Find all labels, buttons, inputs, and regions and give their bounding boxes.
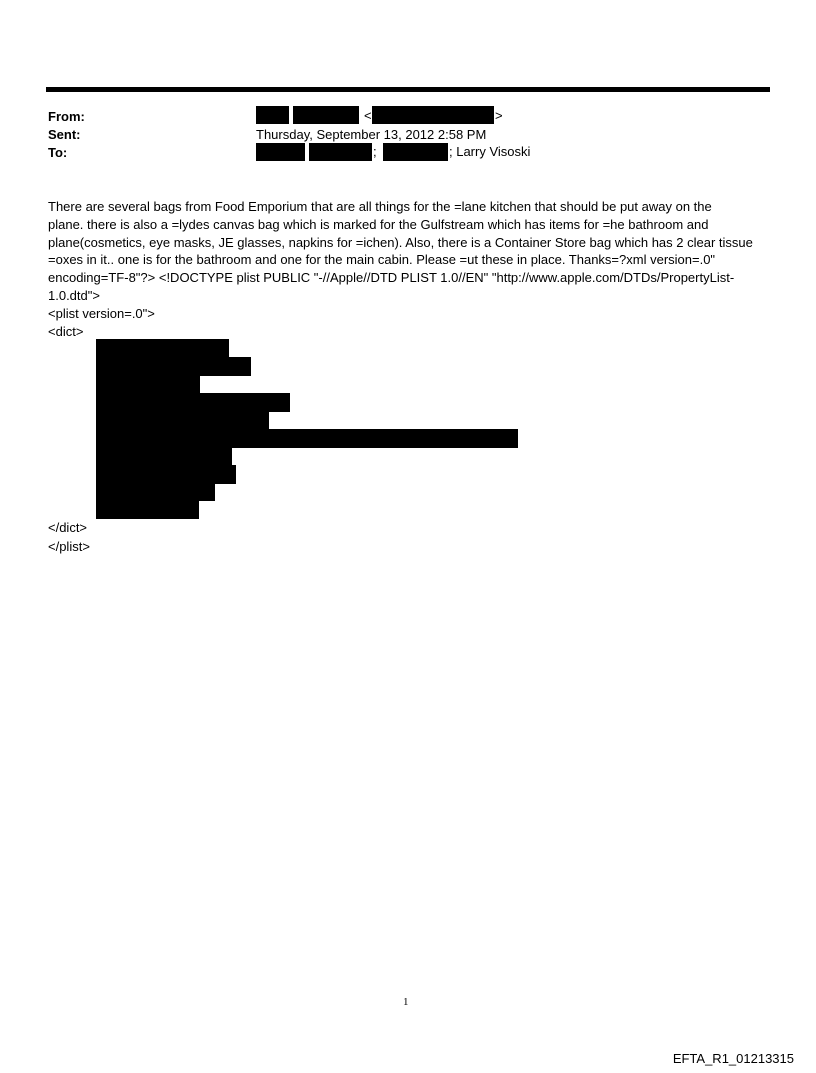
from-label: From: (48, 109, 85, 124)
redaction-to-2 (309, 143, 372, 161)
to-separator-1: ; (373, 144, 377, 159)
redaction-dict-entry (96, 339, 229, 358)
redaction-dict-entry (96, 375, 200, 394)
redaction-to-1 (256, 143, 305, 161)
redaction-from-email (372, 106, 494, 124)
redaction-dict-entry (96, 500, 199, 519)
redaction-dict-entry (96, 393, 290, 412)
redaction-dict-entry (96, 429, 518, 448)
redaction-dict-entry (96, 357, 251, 376)
redaction-dict-entry (96, 465, 236, 484)
to-last-recipient: ; Larry Visoski (449, 144, 531, 159)
plist-close-tag: </plist> (48, 539, 90, 554)
body-line: plane. there is also a =lydes canvas bag which is marked for the Gulfstream which has items for =he bathroom and (48, 216, 709, 232)
redaction-dict-entry (96, 483, 215, 501)
body-line: 1.0.dtd"> (48, 287, 100, 303)
redaction-dict-entry (96, 447, 232, 466)
email-body (48, 198, 768, 340)
redaction-dict-entry (96, 411, 269, 430)
from-close-bracket: > (495, 108, 503, 123)
sent-value: Thursday, September 13, 2012 2:58 PM (256, 127, 487, 142)
to-label: To: (48, 145, 68, 160)
body-line: encoding=TF-8"?> <!DOCTYPE plist PUBLIC "-//Apple//DTD PLIST 1.0//EN" "http://www.apple.com/DTDs/PropertyList- (48, 270, 735, 286)
page-number: 1 (403, 996, 409, 1008)
header-rule (46, 87, 770, 92)
body-line: plane(cosmetics, eye masks, JE glasses, napkins for =ichen). Also, there is a Container Store bag which has 2 clear tissue (48, 234, 753, 250)
redaction-from-name-2 (293, 106, 359, 124)
dict-close-tag: </dict> (48, 520, 88, 535)
from-open-bracket: < (364, 108, 372, 123)
redaction-from-name-1 (256, 106, 289, 124)
body-line: =oxes in it.. one is for the bathroom and one for the main cabin. Please =ut these in place. Thanks=?xml version=.0" (48, 252, 716, 268)
body-line: There are several bags from Food Emporium that are all things for the =lane kitchen that should be put away on the (48, 199, 712, 214)
document-id: EFTA_R1_01213315 (672, 1051, 794, 1066)
body-line: <dict> (48, 323, 84, 339)
redaction-to-3 (383, 143, 448, 161)
sent-label: Sent: (48, 127, 81, 142)
body-line: <plist version=.0"> (48, 305, 155, 321)
